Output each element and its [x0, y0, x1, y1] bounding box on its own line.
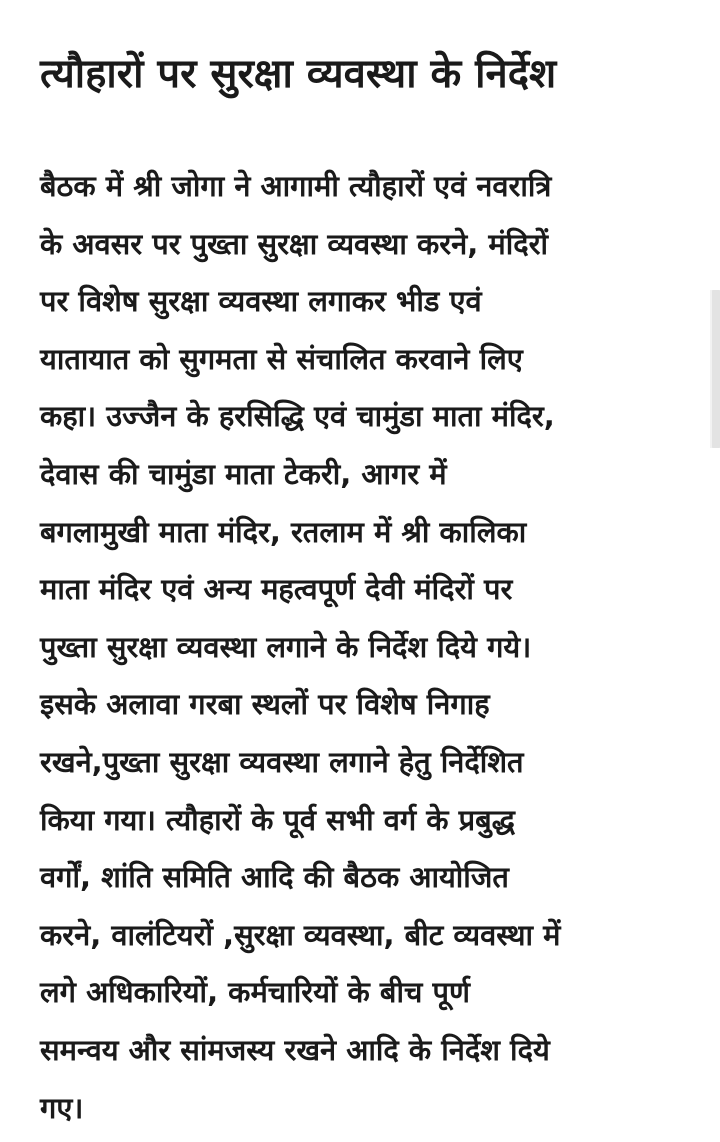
body-line: माता मंदिर एवं अन्य महत्वपूर्ण देवी मंदिरों पर [40, 572, 513, 607]
body-line: पर विशेष सुरक्षा व्यवस्था लगाकर भीड एवं [40, 284, 482, 319]
article-body [40, 158, 690, 1137]
body-line: लगे अधिकारियों, कर्मचारियों के बीच पूर्ण [40, 975, 470, 1010]
article-headline: त्यौहारों पर सुरक्षा व्यवस्था के निर्देश [40, 51, 557, 97]
body-line: वर्गों, शांति समिति आदि की बैठक आयोजित [40, 860, 509, 895]
body-line: करने, वालंटियरों ,सुरक्षा व्यवस्था, बीट व्यवस्था में [40, 917, 561, 952]
body-line: कहा। उज्जैन के हरसिद्धि एवं चामुंडा माता मंदिर, [40, 399, 555, 434]
body-line: बगलामुखी माता मंदिर, रतलाम में श्री कालिका [40, 514, 527, 549]
body-line: देवास की चामुंडा माता टेकरी, आगर में [40, 456, 447, 491]
body-line: के अवसर पर पुख्ता सुरक्षा व्यवस्था करने, मंदिरों [40, 226, 548, 261]
body-line: समन्वय और सांमजस्य रखने आदि के निर्देश दिये [40, 1032, 550, 1067]
scrollbar-thumb[interactable] [712, 290, 720, 448]
body-line: किया गया। त्यौहारों के पूर्व सभी वर्ग के प्रबुद्ध [40, 802, 515, 837]
body-line: गए। [40, 1090, 84, 1125]
body-line: पुख्ता सुरक्षा व्यवस्था लगाने के निर्देश दिये गये। [40, 629, 532, 664]
body-line: इसके अलावा गरबा स्थलों पर विशेष निगाह [40, 687, 490, 722]
body-line: बैठक में श्री जोगा ने आगामी त्यौहारों एवं नवरात्रि [40, 169, 552, 203]
body-line: रखने,पुख्ता सुरक्षा व्यवस्था लगाने हेतु निर्देशित [40, 744, 524, 779]
body-line: यातायात को सुगमता से संचालित करवाने लिए [40, 341, 523, 376]
